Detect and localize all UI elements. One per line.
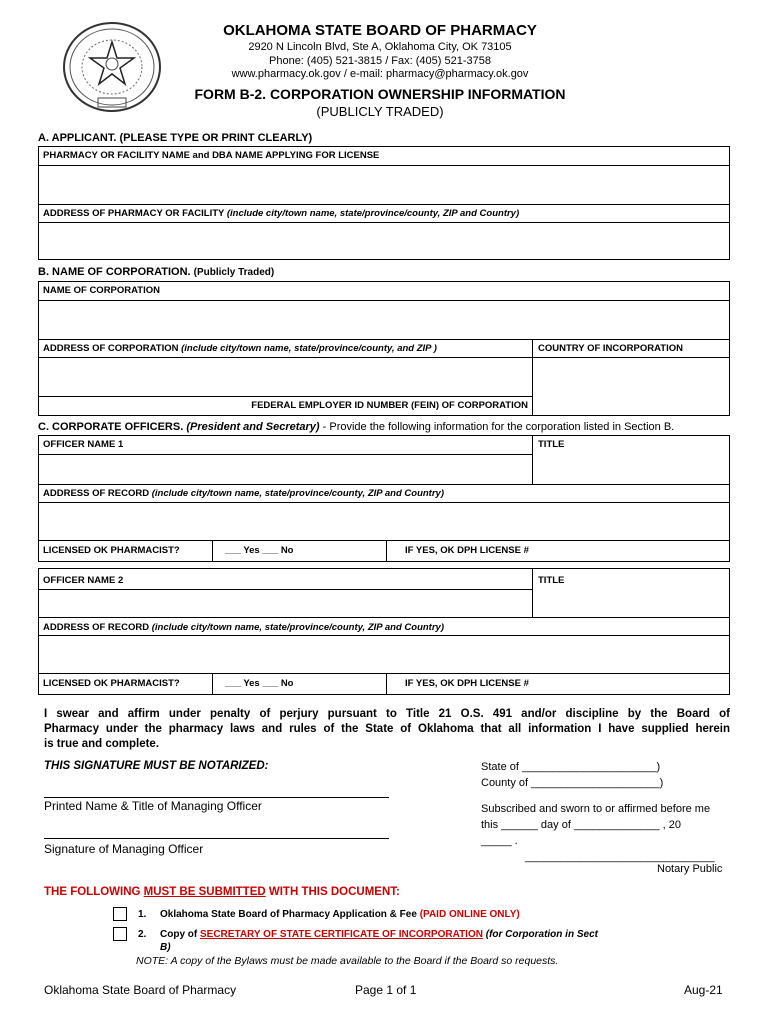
footer-revision-date: Aug-21 <box>684 983 723 997</box>
country-label: COUNTRY OF INCORPORATION <box>538 343 683 354</box>
officer-2-yes-no[interactable]: ___ Yes ___ No <box>225 678 294 689</box>
officer-2-record-field[interactable] <box>39 636 729 673</box>
item-2-number: 2. <box>138 929 147 940</box>
section-a-box <box>38 146 730 260</box>
notary-signature-line[interactable]: _______________________________ <box>525 851 715 863</box>
notary-public-label: Notary Public <box>657 863 723 875</box>
item-1-checkbox[interactable] <box>113 907 127 921</box>
section-b-heading: B. NAME OF CORPORATION. (Publicly Traded) <box>38 266 275 278</box>
form-subtitle: (PUBLICLY TRADED) <box>316 104 444 119</box>
officer-1-name-label: OFFICER NAME 1 <box>43 439 124 450</box>
bylaws-note: NOTE: A copy of the Bylaws must be made available to the Board if the Board so requests. <box>136 955 559 967</box>
item-2-checkbox[interactable] <box>113 927 127 941</box>
affirmation-text: I swear and affirm under penalty of perjury pursuant to Title 21 O.S. 491 and/or discipline by the Board of Pharmacy under the pharmacy laws and rules of the State of Oklahoma that all information I have supplied herein is true and complete. <box>44 708 730 750</box>
printed-name-label: Printed Name & Title of Managing Officer <box>44 799 262 813</box>
subscribed-line-2: this ______ day of ______________ , 20 <box>481 819 682 831</box>
signature-label: Signature of Managing Officer <box>44 842 204 856</box>
pharmacy-name-field[interactable] <box>39 166 729 204</box>
printed-name-line[interactable] <box>44 797 389 798</box>
state-of: State of ______________________) <box>481 761 661 773</box>
item-2-continued: B) <box>160 942 171 953</box>
subscribed-line-1: Subscribed and sworn to or affirmed before me <box>481 803 711 815</box>
corporation-address-field[interactable] <box>39 358 531 396</box>
officer-1-box <box>38 435 730 562</box>
form-title: FORM B-2. CORPORATION OWNERSHIP INFORMATION <box>194 86 566 102</box>
item-1-number: 1. <box>138 909 147 920</box>
subscribed-line-3: _____ . <box>481 835 518 847</box>
corporation-address-label: ADDRESS OF CORPORATION (include city/town name, state/province/county, and ZIP ) <box>43 343 437 354</box>
corporation-name-label: NAME OF CORPORATION <box>43 285 160 296</box>
officer-1-record-field[interactable] <box>39 503 729 540</box>
officer-2-title-label: TITLE <box>538 575 565 586</box>
officer-1-yes-no[interactable]: ___ Yes ___ No <box>225 545 294 556</box>
officer-2-name-label: OFFICER NAME 2 <box>43 575 124 586</box>
agency-web-email: www.pharmacy.ok.gov / e-mail: pharmacy@pharmacy.ok.gov <box>231 68 529 80</box>
officer-1-record-label: ADDRESS OF RECORD (include city/town name, state/province/county, ZIP and Country) <box>43 488 444 499</box>
section-c-heading: C. CORPORATE OFFICERS. (President and Secretary) - Provide the following information for the corporation listed in Section B. <box>38 421 675 433</box>
state-seal-icon <box>60 20 164 114</box>
pharmacy-address-field[interactable] <box>39 223 729 259</box>
pharmacy-address-label: ADDRESS OF PHARMACY OR FACILITY (include city/town name, state/province/county, ZIP and Country) <box>43 208 520 219</box>
footer-agency: Oklahoma State Board of Pharmacy <box>44 983 237 997</box>
officer-2-record-label: ADDRESS OF RECORD (include city/town name, state/province/county, ZIP and Country) <box>43 622 444 633</box>
section-a-heading: A. APPLICANT. (PLEASE TYPE OR PRINT CLEARLY) <box>38 132 313 144</box>
pharmacy-name-label: PHARMACY OR FACILITY NAME and DBA NAME APPLYING FOR LICENSE <box>43 150 380 161</box>
county-of: County of _____________________) <box>481 777 664 789</box>
agency-address: 2920 N Lincoln Blvd, Ste A, Oklahoma City, OK 73105 <box>248 41 512 53</box>
officer-1-name-field[interactable] <box>39 455 531 484</box>
officer-1-title-field[interactable] <box>534 455 729 484</box>
fein-label: FEDERAL EMPLOYER ID NUMBER (FEIN) OF CORPORATION <box>251 400 528 411</box>
submit-heading: THE FOLLOWING MUST BE SUBMITTED WITH THIS DOCUMENT: <box>44 886 400 898</box>
officer-1-title-label: TITLE <box>538 439 565 450</box>
officer-1-licensed-label: LICENSED OK PHARMACIST? <box>43 545 180 556</box>
officer-2-licensed-label: LICENSED OK PHARMACIST? <box>43 678 180 689</box>
officer-2-box <box>38 568 730 695</box>
agency-phone-fax: Phone: (405) 521-3815 / Fax: (405) 521-3758 <box>269 55 491 67</box>
signature-line[interactable] <box>44 838 389 839</box>
agency-title: OKLAHOMA STATE BOARD OF PHARMACY <box>223 22 537 39</box>
item-2-text: Copy of SECRETARY OF STATE CERTIFICATE OF INCORPORATION (for Corporation in Sect <box>160 929 598 940</box>
footer-page-number: Page 1 of 1 <box>355 983 417 997</box>
officer-2-title-field[interactable] <box>534 590 729 617</box>
officer-2-license-label: IF YES, OK DPH LICENSE # <box>405 678 529 689</box>
section-b-box <box>38 281 730 416</box>
notarized-notice: THIS SIGNATURE MUST BE NOTARIZED: <box>44 760 269 772</box>
item-1-text: Oklahoma State Board of Pharmacy Application & Fee (PAID ONLINE ONLY) <box>160 909 520 920</box>
corporation-name-field[interactable] <box>39 301 729 339</box>
officer-1-license-label: IF YES, OK DPH LICENSE # <box>405 545 529 556</box>
officer-2-name-field[interactable] <box>39 590 531 617</box>
country-field[interactable] <box>534 358 729 415</box>
